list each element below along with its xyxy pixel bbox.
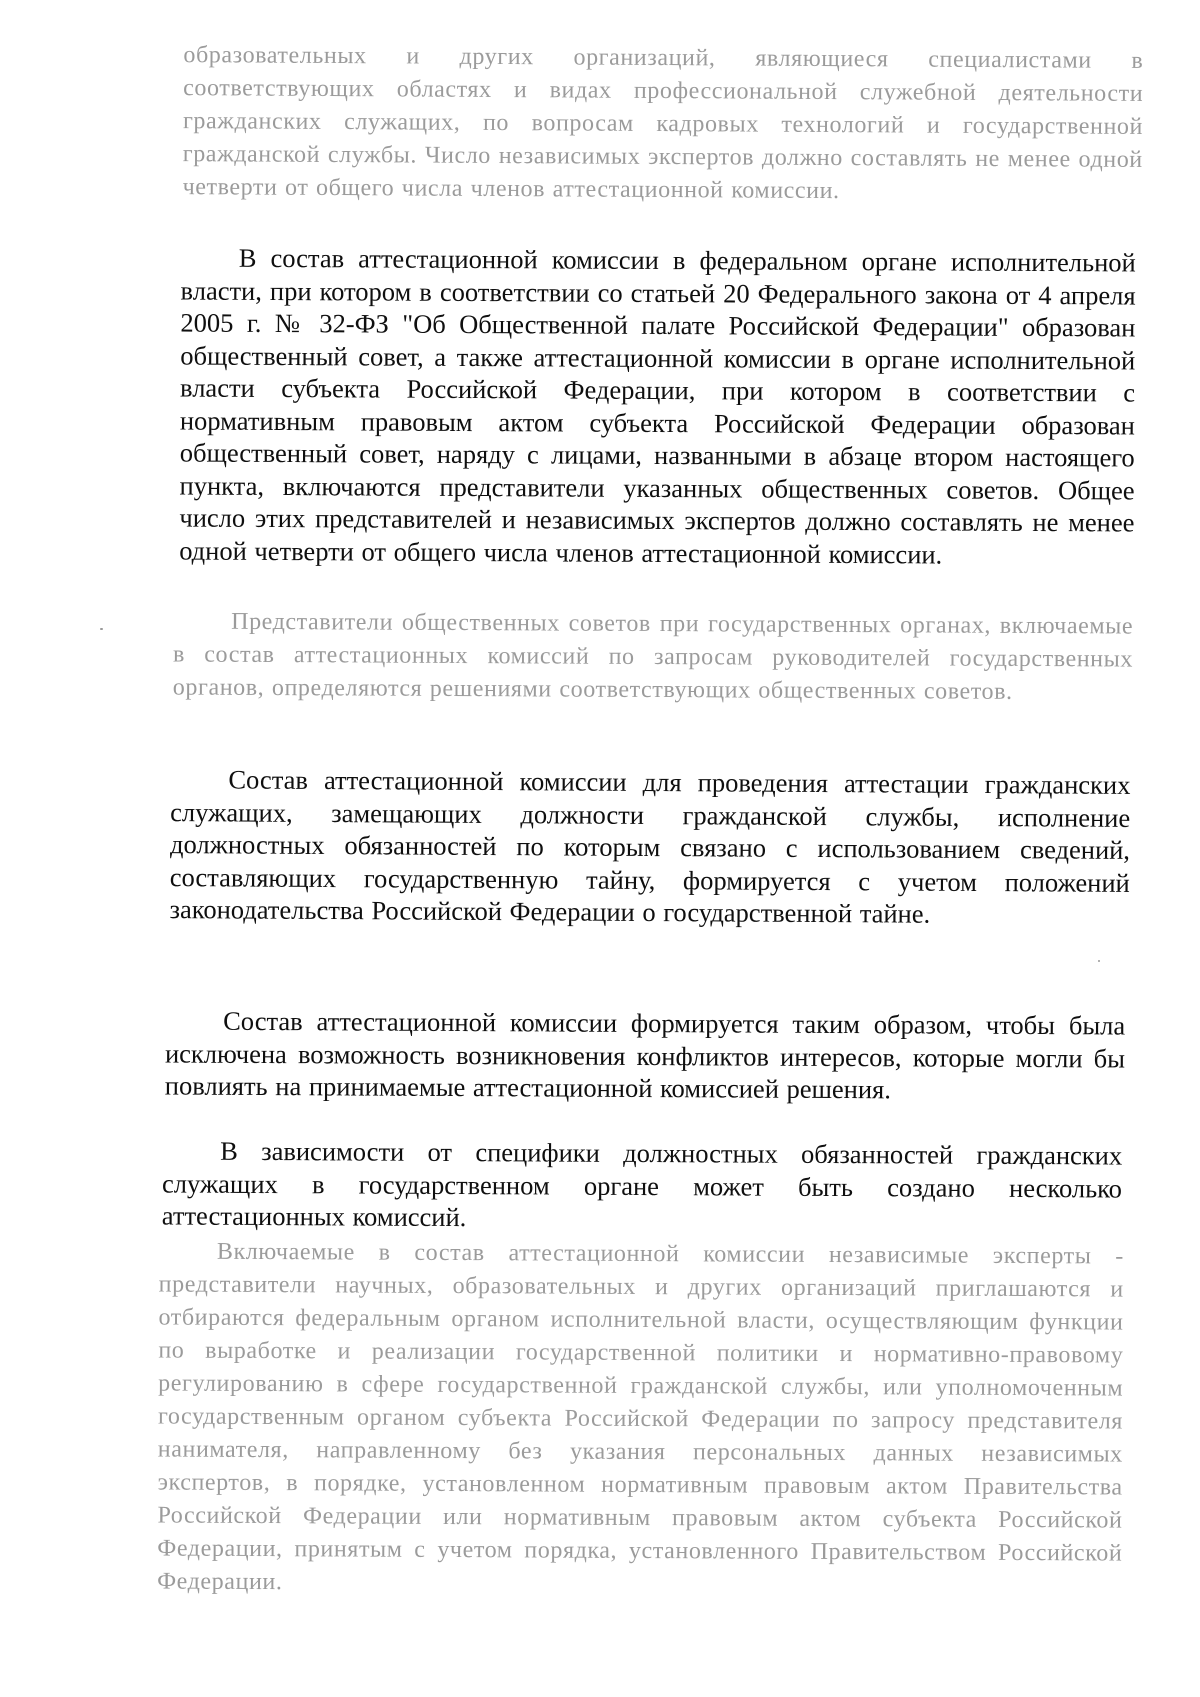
scan-speck bbox=[100, 628, 103, 630]
paragraph-multiple-commissions: В зависимости от специфики должностных обязанностей гражданских служащих в государственном органе может быть создано несколько аттестационных комиссий. bbox=[161, 1135, 1123, 1233]
paragraph-public-council-representatives: В состав аттестационной комиссии в федеральном органе исполнительной власти, при котором в соответствии со статьей 20 Федерального закона от 4 апреля 2005 г. № 32-ФЗ "Об Общественной палате Российской Федерации" образован общественный совет, а также аттестационной комиссии в органе исполнительной власти субъекта Российской Федерации, при котором в соответствии с нормативным правовым актом субъекта Российской Федерации образован общественный совет, наряду с лицами, названными в абзаце втором настоящего пункта, включаются представители указанных общественных советов. Общее число этих представителей и независимых экспертов должно составлять не менее одной четверти от общего числа членов аттестационной комиссии. bbox=[179, 242, 1136, 569]
paragraph-state-secret-composition: Состав аттестационной комиссии для проведения аттестации гражданских служащих, замещающих должности гражданской службы, исполнение должностных обязанностей по которым связано с использованием сведений, составляющих государственную тайну, формируется с учетом положений законодательства Российской Федерации о государственной тайне. bbox=[169, 764, 1131, 929]
scan-speck bbox=[1098, 960, 1100, 962]
paragraph-expert-invitation-procedure: Включаемые в состав аттестационной комиссии независимые эксперты - представители научных, образовательных и других организаций приглашаются и отбираются федеральным органом исполнительной власти, осуществляющим функции по выработке и реализации государственной политики и нормативно-правовому регулированию в сфере государственной гражданской службы, или уполномоченным государственным органом субъекта Российской Федерации по запросу представителя нанимателя, направленному без указания персональных данных независимых экспертов, в порядке, установленном нормативным правовым актом Правительства Российской Федерации или нормативным правовым актом субъекта Российской Федерации, принятым с учетом порядка, установленного Правительством Российской Федерации. bbox=[157, 1238, 1124, 1596]
paragraph-independent-experts-count: образовательных и других организаций, являющиеся специалистами в соответствующих областях и видах профессиональной служебной деятельности гражданских служащих, по вопросам кадровых технологий и государственной гражданской службы. Число независимых экспертов должно составлять не менее одной четверти от общего числа членов аттестационной комиссии. bbox=[182, 42, 1144, 205]
paragraph-conflict-of-interest: Состав аттестационной комиссии формируется таким образом, чтобы была исключена возможность возникновения конфликтов интересов, которые могли бы повлиять на принимаемые аттестационной комиссией решения. bbox=[164, 1005, 1126, 1105]
paragraph-public-council-selection: Представители общественных советов при государственных органах, включаемые в состав аттестационных комиссий по запросам руководителей государственных органов, определяются решениями соответствующих общественных советов. bbox=[172, 608, 1134, 705]
